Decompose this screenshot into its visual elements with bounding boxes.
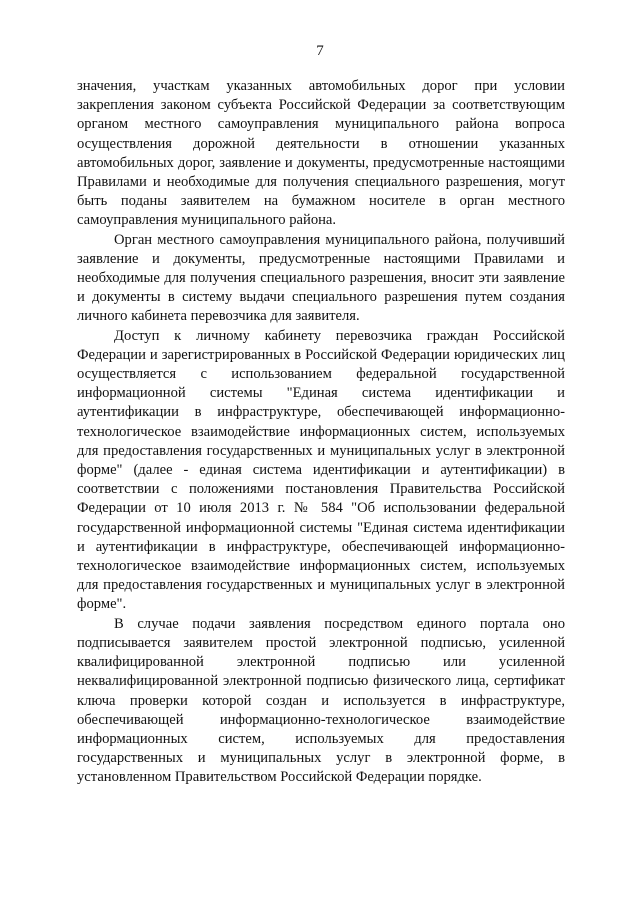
paragraph-local-authority: Орган местного самоуправления муниципального района, получивший заявление и документы, предусмотренные настоящими Правилами и необходимые для получения специального разрешения, вносит эти заявление и документы в систему выдачи специального разрешения путем создания личного кабинета перевозчика для заявителя. [77, 231, 565, 325]
document-body [77, 77, 565, 788]
page-number: 7 [316, 43, 324, 59]
paragraph-personal-cabinet-access: Доступ к личному кабинету перевозчика граждан Российской Федерации и зарегистрированных в Российской Федерации юридических лиц осуществляется с использованием федеральной государственной информационной системы "Единая система идентификации и аутентификации в инфраструктуре, обеспечивающей информационно-технологическое взаимодействие информационных систем, используемых для предоставления государственных и муниципальных услуг в электронной форме" (далее - единая система идентификации и аутентификации) в соответствии с положениями постановления Правительства Российской Федерации от 10 июля 2013 г. № 584 "Об использовании федеральной государственной информационной системы "Единая система идентификации и аутентификации в инфраструктуре, обеспечивающей информационно-технологическое взаимодействие информационных систем, используемых для предоставления государственных и муниципальных услуг в электронной форме". [77, 327, 565, 613]
paragraph-electronic-signature: В случае подачи заявления посредством единого портала оно подписывается заявителем простой электронной подписью, усиленной квалифицированной электронной подписью или усиленной неквалифицированной электронной подписью физического лица, сертификат ключа проверки которой создан и используется в инфраструктуре, обеспечивающей информационно-технологическое взаимодействие информационных систем, используемых для предоставления государственных и муниципальных услуг в электронной форме, в установленном Правительством Российской Федерации порядке. [77, 615, 565, 786]
paragraph-continuation: значения, участкам указанных автомобильных дорог при условии закрепления законом субъекта Российской Федерации за соответствующим органом местного самоуправления муниципального района вопроса осуществления дорожной деятельности в отношении указанных автомобильных дорог, заявление и документы, предусмотренные настоящими Правилами и необходимые для получения специального разрешения, могут быть поданы заявителем на бумажном носителе в орган местного самоуправления муниципального района. [77, 78, 565, 229]
